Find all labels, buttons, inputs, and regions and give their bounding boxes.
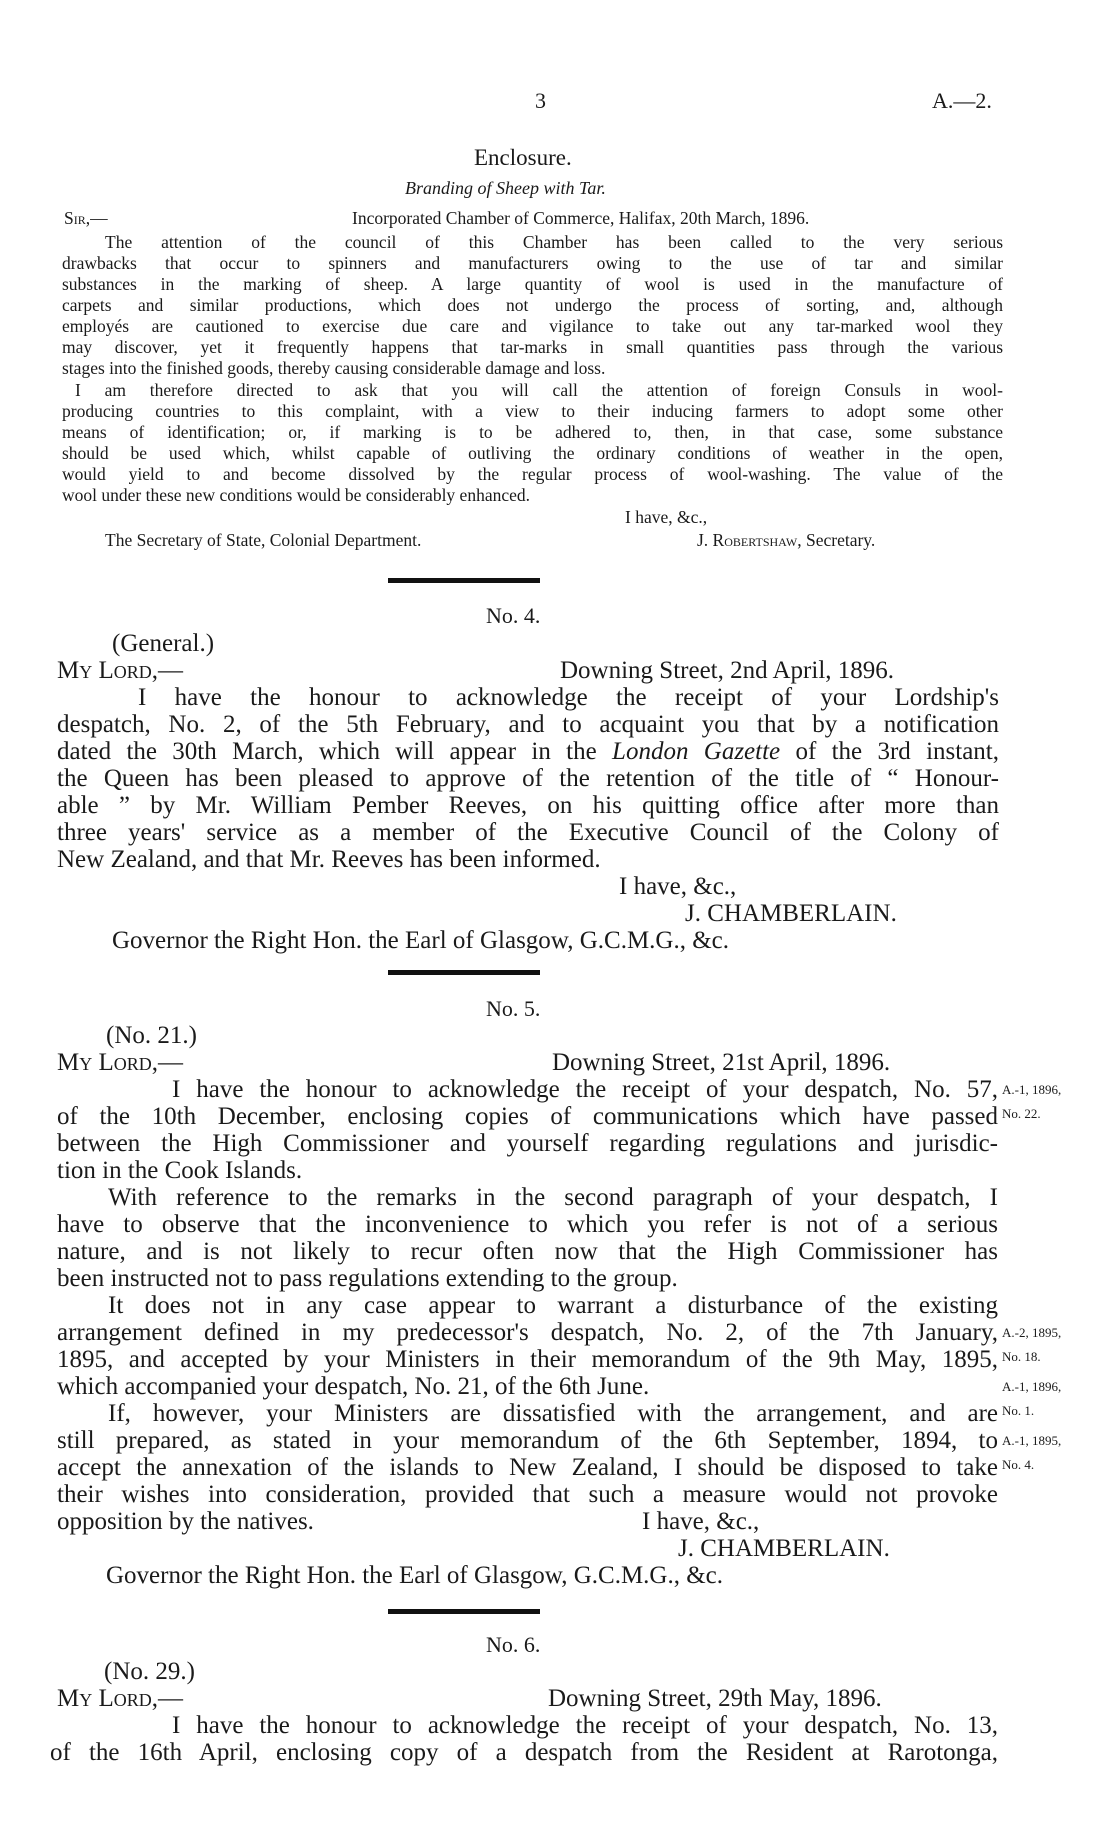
margin-note: A.-1, 1895, No. 4.	[1002, 1433, 1062, 1472]
section-heading-no4: No. 4.	[486, 603, 541, 628]
enclosure-line: wool under these new conditions would be considerably enhanced.	[62, 485, 530, 505]
body-line: tion in the Cook Islands.	[57, 1157, 303, 1184]
body-line: I have the honour to acknowledge the receipt of your despatch, No. 13,	[172, 1712, 998, 1739]
body-line: three years' service as a member of the Executive Council of the Colony of	[57, 819, 999, 846]
body-line: of the 16th April, enclosing copy of a despatch from the Resident at Rarotonga,	[50, 1739, 998, 1766]
salutation-no6: My Lord,—	[57, 1685, 184, 1712]
body-line: With reference to the remarks in the second paragraph of your despatch, I	[108, 1184, 998, 1211]
enclosure-line: producing countries to this complaint, with a view to their inducing farmers to adopt some other	[62, 401, 1003, 421]
signature-no4: J. CHAMBERLAIN.	[685, 900, 897, 927]
body-line: If, however, your Ministers are dissatisfied with the arrangement, and are	[108, 1400, 998, 1427]
despatch-ref-no6: (No. 29.)	[104, 1658, 195, 1685]
enclosure-signature	[697, 530, 875, 551]
body-line: opposition by the natives.	[57, 1508, 314, 1535]
margin-note: A.-1, 1896, No. 22.	[1002, 1082, 1062, 1121]
addressee-no4: Governor the Right Hon. the Earl of Glasgow, G.C.M.G., &c.	[112, 927, 730, 954]
body-line: been instructed not to pass regulations extending to the group.	[57, 1265, 678, 1292]
enclosure-line: may discover, yet it frequently happens that tar-marks in small quantities pass through the various	[62, 337, 1003, 357]
body-line: still prepared, as stated in your memorandum of the 6th September, 1894, to	[57, 1427, 998, 1454]
enclosure-line: The attention of the council of this Chamber has been called to the very serious	[105, 232, 1003, 252]
despatch-ref-no4: (General.)	[112, 630, 215, 657]
section-divider	[388, 970, 540, 975]
body-line: able ” by Mr. William Pember Reeves, on his quitting office after more than	[57, 792, 999, 819]
addressee-no5: Governor the Right Hon. the Earl of Glasgow, G.C.M.G., &c.	[106, 1562, 724, 1589]
section-heading-no5: No. 5.	[486, 996, 541, 1021]
place-date-no5: Downing Street, 21st April, 1896.	[552, 1049, 891, 1076]
enclosure-line: stages into the finished goods, thereby causing considerable damage and loss.	[62, 358, 606, 378]
section-heading-no6: No. 6.	[486, 1632, 541, 1657]
body-line: nature, and is not likely to recur often now that the High Commissioner has	[57, 1238, 998, 1265]
enclosure-line: carpets and similar productions, which does not undergo the process of sorting, and, although	[62, 295, 1003, 315]
enclosure-line: would yield to and become dissolved by the regular process of wool-washing. The value of the	[62, 464, 1003, 484]
body-line: It does not in any case appear to warrant a disturbance of the existing	[108, 1292, 998, 1319]
enclosure-title: Enclosure.	[474, 145, 572, 170]
body-line: despatch, No. 2, of the 5th February, and to acquaint you that by a notification	[57, 711, 999, 738]
body-line: dated the 30th March, which will appear in the London Gazette of the 3rd instant,	[57, 738, 1000, 765]
signature-no5: J. CHAMBERLAIN.	[678, 1535, 890, 1562]
closing-no4: I have, &c.,	[619, 873, 737, 900]
section-divider	[388, 578, 540, 583]
body-line: I have the honour to acknowledge the receipt of your despatch, No. 57,	[172, 1076, 998, 1103]
enclosure-closing: I have, &c.,	[625, 507, 708, 527]
document-reference: A.—2.	[932, 88, 992, 113]
signature-title: Secretary.	[805, 530, 876, 550]
margin-note: A.-2, 1895, No. 18.	[1002, 1325, 1062, 1364]
enclosure-line: means of identification; or, if marking is to be adhered to, then, in that case, some substance	[62, 422, 1003, 442]
body-line: have to observe that the inconvenience to which you refer is not of a serious	[57, 1211, 998, 1238]
page-number: 3	[535, 88, 546, 113]
enclosure-line: substances in the marking of sheep. A large quantity of wool is used in the manufacture of	[62, 274, 1003, 294]
closing-no5: I have, &c.,	[642, 1508, 760, 1535]
salutation-no5: My Lord,—	[57, 1049, 184, 1076]
gazette-title: London Gazette	[612, 738, 781, 765]
enclosure-line: drawbacks that occur to spinners and manufacturers owing to the use of tar and similar	[62, 253, 1003, 273]
enclosure-line: I am therefore directed to ask that you will call the attention of foreign Consuls in wool-	[75, 380, 1003, 400]
enclosure-salutation: Sir,—	[64, 208, 108, 228]
enclosure-place-date: Incorporated Chamber of Commerce, Halifax, 20th March, 1896.	[352, 208, 810, 228]
body-line: which accompanied your despatch, No. 21, of the 6th June.	[57, 1373, 650, 1400]
despatch-ref-no5: (No. 21.)	[106, 1022, 197, 1049]
body-line: accept the annexation of the islands to New Zealand, I should be disposed to take	[57, 1454, 998, 1481]
salutation-no4: My Lord,—	[57, 657, 184, 684]
enclosure-addressee: The Secretary of State, Colonial Department.	[105, 530, 422, 550]
signature-name: J. Robertshaw,	[697, 530, 802, 550]
enclosure-line: should be used which, whilst capable of outliving the ordinary conditions of weather in the open,	[62, 443, 1003, 463]
section-divider	[388, 1609, 540, 1614]
place-date-no4: Downing Street, 2nd April, 1896.	[560, 657, 895, 684]
body-line: between the High Commissioner and yourself regarding regulations and jurisdic-	[57, 1130, 998, 1157]
body-line: New Zealand, and that Mr. Reeves has been informed.	[57, 846, 601, 873]
body-line: the Queen has been pleased to approve of the retention of the title of “ Honour-	[57, 765, 999, 792]
body-line: I have the honour to acknowledge the receipt of your Lordship's	[138, 684, 999, 711]
body-line: 1895, and accepted by your Ministers in their memorandum of the 9th May, 1895,	[57, 1346, 998, 1373]
body-line: their wishes into consideration, provided that such a measure would not provoke	[57, 1481, 998, 1508]
body-line: of the 10th December, enclosing copies of communications which have passed	[57, 1103, 998, 1130]
margin-note: A.-1, 1896, No. 1.	[1002, 1379, 1062, 1418]
enclosure-line: employés are cautioned to exercise due care and vigilance to take out any tar-marked wool they	[62, 316, 1003, 336]
body-line: arrangement defined in my predecessor's despatch, No. 2, of the 7th January,	[57, 1319, 998, 1346]
enclosure-subtitle: Branding of Sheep with Tar.	[405, 178, 606, 198]
place-date-no6: Downing Street, 29th May, 1896.	[548, 1685, 882, 1712]
